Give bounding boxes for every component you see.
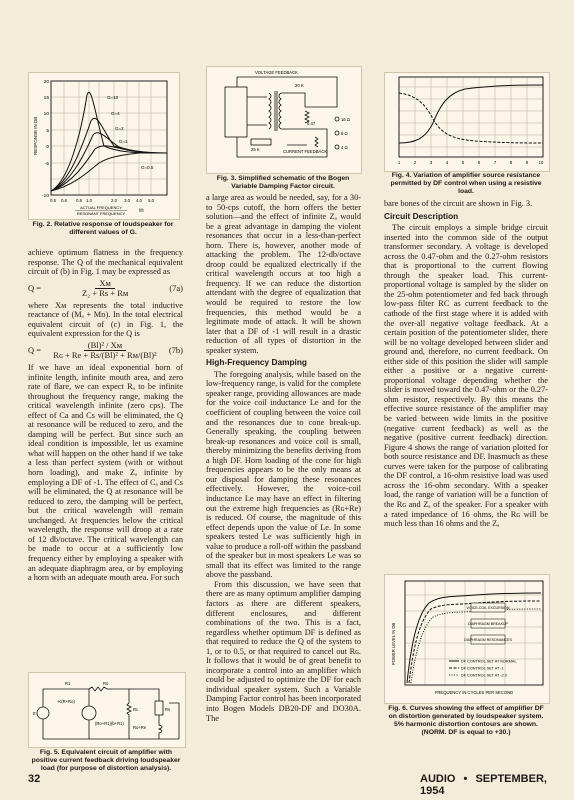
- fig2-xtick: 3.0: [124, 198, 130, 203]
- fig6-xlabel: FREQUENCY IN CYCLES PER SECOND: [434, 690, 514, 695]
- fig5-label: Ro: [103, 681, 109, 686]
- fig2-ytick: 10: [43, 112, 49, 117]
- fig4-xtick: 9: [525, 160, 529, 165]
- col1-paragraph: If we have an ideal exponential horn of infinite length, infinite mouth area, and zero rate of flare, we can expect Rₐ to be infinite throughout the frequency range, making the critical wavelength infinite (zero cps). The effect of Ca and Cs will be eliminated, the Q at resonance will be reduced to zero, and the damping will be perfect. But since such an ideal condition is impossible, let us examine what will happen on the other hand if we take a less than perfect system (with or without horn loading), and make Zₐ infinite by employing a DF of -1. The effect of Cₐ and Cs will be eliminated, the Q at resonance will be reduced to zero, the damping will be perfect, but the critical wavelength will remain unchanged. At frequencies below the critical wavelength, the response will droop at a rate of 12 db/octave. The critical wavelength can be made to occur at a sufficiently low frequency either by employing a speaker with an adequate diaphragm area, or by employing a horn with an adequate mouth area. For such: [28, 363, 183, 583]
- fig2-ytick: -5: [44, 162, 49, 167]
- figure-4: [384, 72, 550, 172]
- section-heading: Circuit Description: [384, 210, 459, 221]
- fig2-xtick: 2.0: [111, 198, 117, 203]
- fig5-label: Rc: [133, 707, 139, 712]
- fig5-caption: Fig. 5. Equivalent circuit of amplifier with positive current feedback driving loudspeaker load (for purpose of distortion analysis).: [31, 749, 181, 772]
- footer-running-title: [420, 773, 574, 797]
- fig2-curve-label: G=1: [119, 139, 128, 144]
- eq7a-denominator: Z₂ + Rs + Rм: [82, 288, 129, 299]
- figure-2: [28, 72, 180, 220]
- fig6-box-label: DIAPHRAGM BREAKUP: [468, 622, 508, 626]
- fig2-curve-label: G=0.5: [141, 165, 154, 170]
- fig6-legend-item: DF CONTROL SET AT -1: [461, 666, 504, 671]
- fig2-xtick: 1.0: [86, 198, 92, 203]
- equation-7b: [28, 341, 183, 361]
- fig2-xlabel-den: RESONANT FREQUENCY: [76, 211, 126, 216]
- eq7b-numerator: (Bl)² / Xм: [84, 341, 126, 352]
- text-column-3: [384, 199, 548, 529]
- fig5-label: -K(R+Ro): [57, 699, 75, 704]
- col3-paragraph: bare bones of the circuit are shown in Fig. 3.: [384, 199, 533, 208]
- fig4-xtick: 10: [538, 160, 544, 165]
- eq7b-denominator: Rɢ + Re + Rs/(Bl)² + Rм/(Bl)²: [53, 350, 157, 361]
- fig3-schematic: [207, 67, 361, 173]
- fig3-label: 4 Ω: [341, 145, 348, 150]
- fig6-ylabel: POWER LEVEL IN DB: [391, 622, 396, 665]
- fig5-label: E: [33, 711, 36, 716]
- fig6-caption: Fig. 6. Curves showing the effect of amplifier DF on distortion generated by loudspeaker system. 5% harmonic distortion contours are shown. (NORM. DF is equal to +30.): [388, 705, 544, 736]
- fig2-xlabel-num: ACTUAL FREQUENCY: [80, 205, 122, 210]
- fig2-chart: [29, 73, 179, 219]
- fig2-curve-label: G=10: [107, 95, 119, 100]
- fig5-label: (Ro+R1)(b+R1): [95, 721, 124, 726]
- figure-3: [206, 66, 362, 174]
- fig5-label: Ro+Re: [133, 725, 147, 730]
- fig2-xtick: 4.0: [136, 198, 142, 203]
- fig3-label: 0.47: [307, 121, 316, 126]
- fig2-ylabel: RESPONSE IN DB: [33, 116, 38, 155]
- fig2-curve-g10: [51, 92, 167, 191]
- page-number: 32: [28, 773, 41, 785]
- fig2-xtick: 5.0: [148, 198, 154, 203]
- magazine-name: AUDIO: [420, 773, 456, 785]
- fig2-curve-label: G=4: [111, 111, 120, 116]
- fig4-curve-df: [399, 93, 543, 143]
- fig5-label: R1: [65, 681, 71, 686]
- fig2-ytick: 15: [43, 96, 49, 101]
- fig6-chart: [385, 575, 549, 703]
- col1-paragraph: achieve optimum flatness in the frequency response. The Q of the mechanical equivalent circuit of (b) in Fig. 1 may be expressed as: [28, 248, 183, 277]
- eq7a-tag: (7a): [169, 282, 183, 293]
- eq7b-tag: (7b): [168, 345, 183, 356]
- fig2-xtick: 0.6: [61, 198, 67, 203]
- fig4-chart: [385, 73, 549, 171]
- fig2-xlabel-sym: f/fr: [139, 208, 144, 213]
- text-column-1: [28, 248, 183, 583]
- fig2-ytick: -10: [42, 194, 49, 199]
- fig3-caption: Fig. 3. Simplified schematic of the Bogen Variable Damping Factor circuit.: [216, 175, 350, 190]
- fig4-xtick: 6: [477, 160, 481, 165]
- fig4-xtick: 2: [413, 160, 417, 165]
- col2-paragraph: The foregoing analysis, while based on the low-frequency range, is valid for the complete speaker range, providing allowances are made for the voice coil inductance Le and for the coefficient of coupling between the voice coil and the resonances due to cone break-up. Generally speaking, the coupling between break-up resonances and voice coil is small, thereby minimizing the benefits deriving from a high DF. Horn loading of the cone for high frequencies appears to be the only means at our disposal for damping these resonances effectively. However, the voice-coil inductance Le may have an effect in filtering out the extreme high frequencies as (Rɢ+Re) is reduced. Of course, the magnitude of this effect depends upon the value of Le. In some speakers tested Le was sufficiently high in value to produce a roll-off within the passband of the speaker but in most speakers Le was so small that its effect was limited to the range above the passband.: [206, 369, 361, 580]
- fig2-curve-g05: [51, 153, 167, 191]
- fig2-caption: Fig. 2. Relative response of loudspeaker for different values of G.: [32, 221, 174, 236]
- fig2-xtick: 0.8: [76, 198, 82, 203]
- fig4-xtick: 7: [493, 160, 497, 165]
- col1-paragraph: where Xм represents the total inductive reactance of (Mₐ + Mᴅ). In the total electrical equivalent circuit of (c) in Fig. 1, the equivalent expression for the Q is: [28, 300, 183, 339]
- figure-6: [384, 574, 550, 704]
- fig3-label: 25 K: [251, 147, 260, 152]
- col3-paragraph: The circuit employs a simple bridge circuit inserted into the common side of the output transformer secondary. A voltage is developed across the 0.47-ohm and the 0.27-ohm resistors that is proportional to the current flowing through the speaker load. This current-proportional voltage is sampled by the slider on the 25-ohm potentiometer and fed back through low-pass filter RC as current feedback to the cathode of the first stage where it is added with the over-all negative voltage feedback. At a certain position of the potentiometer slider, there will be no voltage developed between slider and ground and, therefore, no current feedback. On either side of this position the slider will sample either a positive or a negative current-proportional voltage depending whether the slider is moved toward the 0.47-ohm or the 0.27-ohm resistor, respectively. By this means the effective source resistance of the amplifier may be varied between wide limits in the positive (negative current feedback) as well as the negative (positive current feedback) direction. Figure 4 shows the range of variation plotted for both source resistance and DF. Inasmuch as these curves were taken for the purpose of calibrating the DF control, a 16-ohm resistive load was used across the 16-ohm secondary. With a speaker load, the range of variation will be a function of the Rɢ and Zₐ of the speaker. For a speaker with a rated impedance of 16 ohms, the Rɢ will be much less than 16 ohms and the Zₐ: [384, 223, 548, 529]
- col2-paragraph: From this discussion, we have seen that there are as many optimum amplifier damping factors as there are different speakers, different enclosures, and different combinations of the two. This is a fact, regardless whether optimum DF is defined as that required to reduce the Q of the system to 1, or to 0.5, or that required to cancel out Rɢ. It follows that it would be of great benefit to incorporate a control into an amplifier which could be adjusted to optimize the DF for each individual speaker system. Such a Variable Damping Factor control has been incorporated into Bogen Models DB20-DF and DO30A. The: [206, 579, 361, 723]
- fig6-legend-item: DF CONTROL SET AT -2.0: [461, 673, 507, 678]
- fig3-label: 8 Ω: [341, 131, 348, 136]
- fig5-schematic: [29, 673, 185, 747]
- fig4-xtick: 5: [461, 160, 465, 165]
- equation-7a: [28, 279, 183, 299]
- fig4-curve-source-resistance: [399, 85, 543, 143]
- fig3-label: 16 Ω: [341, 117, 350, 122]
- fig6-box-label: DIAPHRAGM RESONANCES: [464, 638, 512, 642]
- fig3-label: VOLTAGE FEEDBACK: [255, 70, 298, 75]
- fig2-ytick: 5: [46, 129, 49, 134]
- fig5-label: Rs: [165, 707, 171, 712]
- fig3-label: CURRENT FEEDBACK: [283, 149, 328, 154]
- col2-paragraph: a large area as would be needed, say, for a 30- to 50-cps cutoff, the horn offers the better solution—and the effect of infinite Zₐ would be a great advantage in damping the violent resonances that occur in a less-than-perfect horn. There is, however, another mode of attacking the problem. The 12-db/octave droop could be equalized electrically if the critical wavelength occurs at too high a frequency. If we can reduce the distortion attendant with the degree of equalization that would be required to restore the low frequencies, this method would be a legitimate mode of attack. It will be shown later that a DF of -1 will result in a drastic reduction of all types of distortion in the speaker system.: [206, 193, 361, 355]
- section-heading: High-Frequency Damping: [206, 357, 307, 368]
- fig2-curve-g2: [51, 133, 167, 191]
- eq7a-numerator: Xм: [95, 279, 115, 290]
- issue-date: SEPTEMBER, 1954: [420, 773, 547, 797]
- fig4-xtick: 4: [445, 160, 449, 165]
- fig4-xtick: 8: [509, 160, 513, 165]
- fig4-xtick: 1: [397, 160, 401, 165]
- eq7b-lhs: Q =: [28, 345, 42, 356]
- fig4-caption: Fig. 4. Variation of amplifier source resistance permitted by DF control when using a resistive load.: [390, 172, 542, 195]
- figure-5: [28, 672, 186, 748]
- fig2-curve-label: G=2: [115, 126, 124, 131]
- fig6-legend-item: DF CONTROL SET AT NORMAL: [461, 659, 517, 664]
- fig2-curve-g4: [51, 118, 167, 191]
- footer-bullet: •: [463, 773, 468, 785]
- fig4-xtick: 3: [429, 160, 433, 165]
- fig3-label: 20 K: [295, 83, 304, 88]
- fig2-xtick: 0.5: [50, 198, 56, 203]
- fig2-ytick: 0: [46, 145, 49, 150]
- fig2-ytick: 20: [43, 80, 49, 85]
- text-column-2: [206, 193, 361, 723]
- fig6-box-label: VOICE-COIL EXCURSION: [466, 606, 510, 610]
- eq7a-lhs: Q =: [28, 282, 42, 293]
